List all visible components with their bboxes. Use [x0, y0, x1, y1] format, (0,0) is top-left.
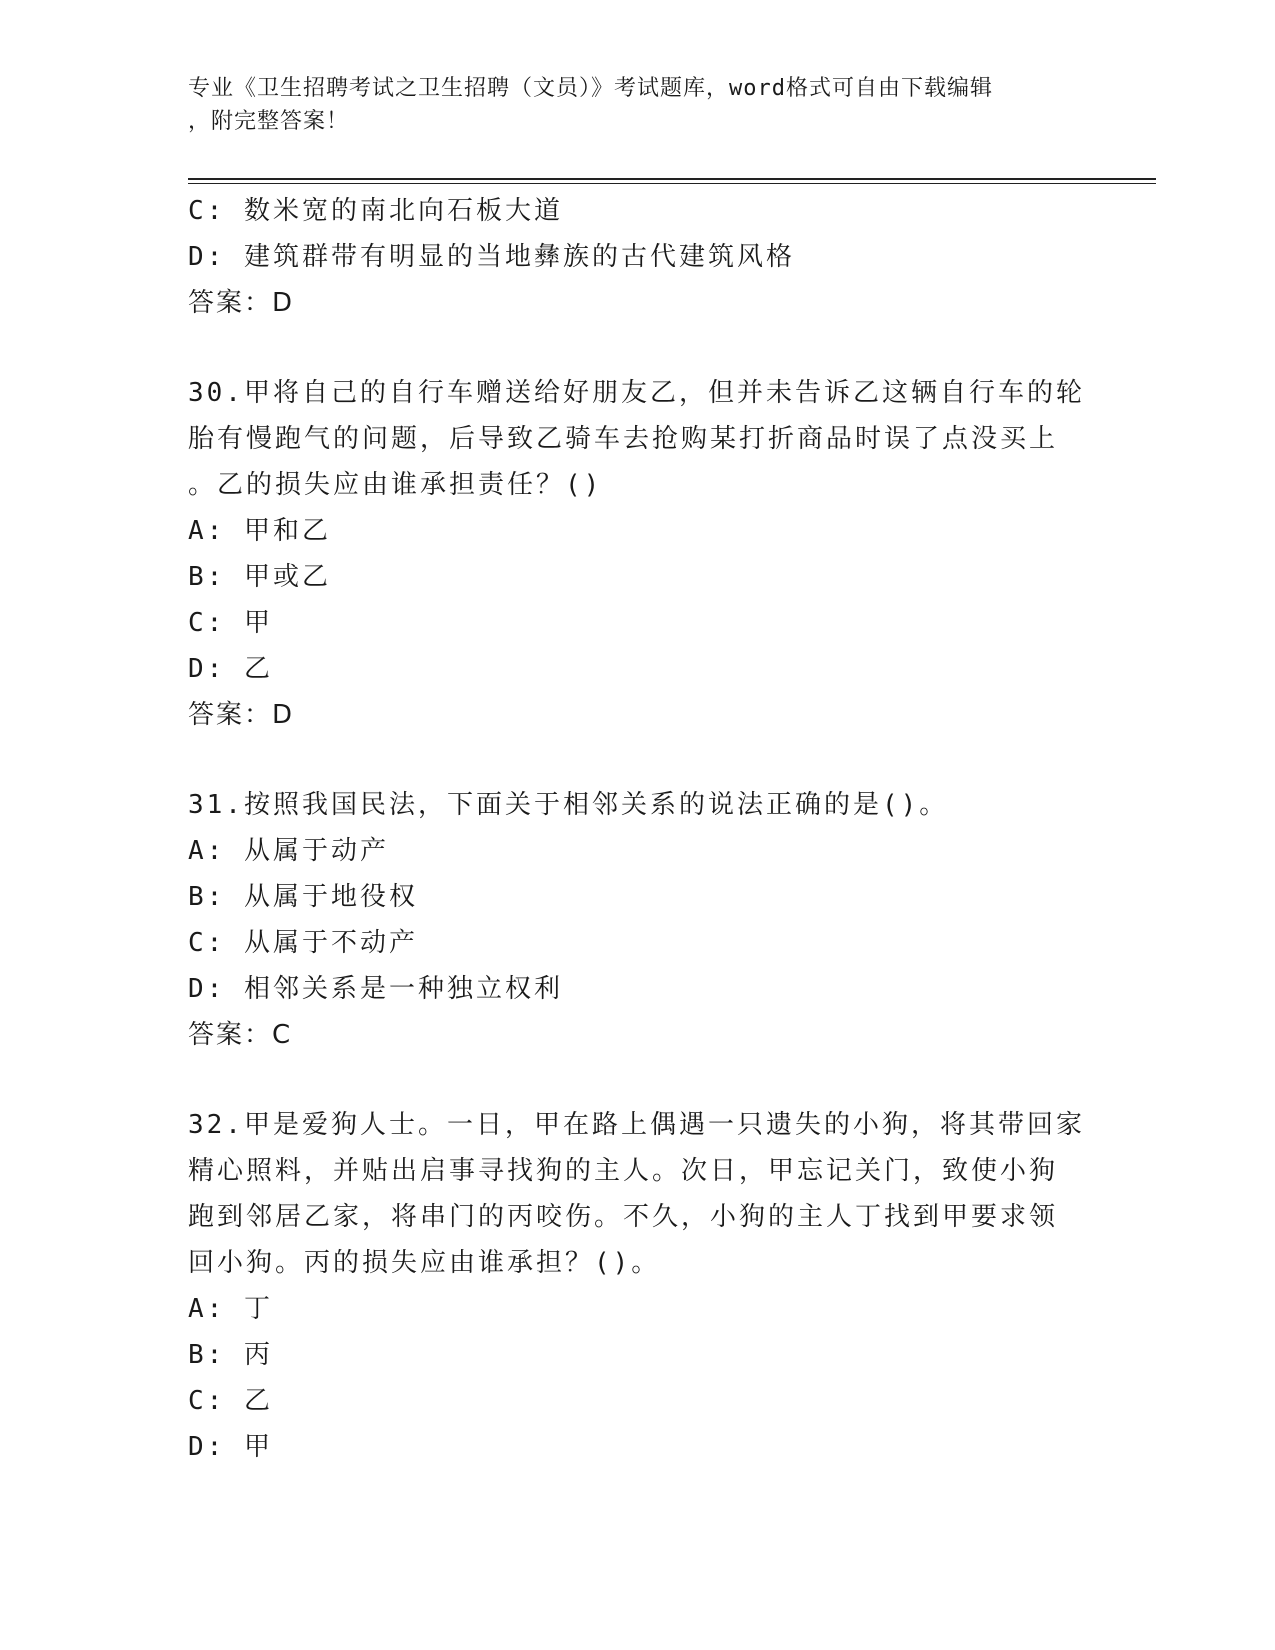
question-32 — [188, 1102, 1088, 1470]
option-a: A: 丁 — [188, 1294, 273, 1324]
question-text-line: 。乙的损失应由谁承担责任？() — [188, 470, 603, 500]
question-31 — [188, 782, 1088, 1058]
option-a: A: 从属于动产 — [188, 836, 389, 866]
header-divider-thin — [188, 183, 1156, 184]
question-30 — [188, 370, 1088, 738]
question-text-line: 精心照料，并贴出启事寻找狗的主人。次日，甲忘记关门，致使小狗 — [188, 1156, 1059, 1186]
option-d: D: 甲 — [188, 1432, 273, 1462]
option-d: D: 建筑群带有明显的当地彝族的古代建筑风格 — [188, 242, 795, 272]
question-text-line: 32.甲是爱狗人士。一日，甲在路上偶遇一只遗失的小狗，将其带回家 — [188, 1110, 1085, 1140]
header-divider-thick — [188, 178, 1156, 180]
header-line-1: 专业《卫生招聘考试之卫生招聘（文员）》考试题库，word格式可自由下载编辑 — [188, 76, 993, 101]
header-line-2: ，附完整答案！ — [188, 109, 350, 134]
option-c: C: 甲 — [188, 608, 273, 638]
question-text-line: 31.按照我国民法，下面关于相邻关系的说法正确的是()。 — [188, 790, 949, 820]
option-a: A: 甲和乙 — [188, 516, 331, 546]
question-content — [188, 188, 1088, 1470]
option-d: D: 相邻关系是一种独立权利 — [188, 974, 563, 1004]
page-header — [188, 72, 1068, 138]
question-text-line: 回小狗。丙的损失应由谁承担？()。 — [188, 1248, 661, 1278]
option-c: C: 数米宽的南北向石板大道 — [188, 196, 563, 226]
option-b: B: 甲或乙 — [188, 562, 331, 592]
answer: 答案：D — [188, 700, 295, 730]
option-c: C: 从属于不动产 — [188, 928, 418, 958]
prev-question — [188, 188, 1088, 326]
question-text-line: 30.甲将自己的自行车赠送给好朋友乙，但并未告诉乙这辆自行车的轮 — [188, 378, 1085, 408]
option-d: D: 乙 — [188, 654, 273, 684]
question-text-line: 胎有慢跑气的问题，后导致乙骑车去抢购某打折商品时误了点没买上 — [188, 424, 1059, 454]
option-b: B: 从属于地役权 — [188, 882, 418, 912]
answer: 答案：C — [188, 1020, 293, 1050]
question-text-line: 跑到邻居乙家，将串门的丙咬伤。不久，小狗的主人丁找到甲要求领 — [188, 1202, 1059, 1232]
option-b: B: 丙 — [188, 1340, 273, 1370]
answer: 答案：D — [188, 288, 295, 318]
option-c: C: 乙 — [188, 1386, 273, 1416]
